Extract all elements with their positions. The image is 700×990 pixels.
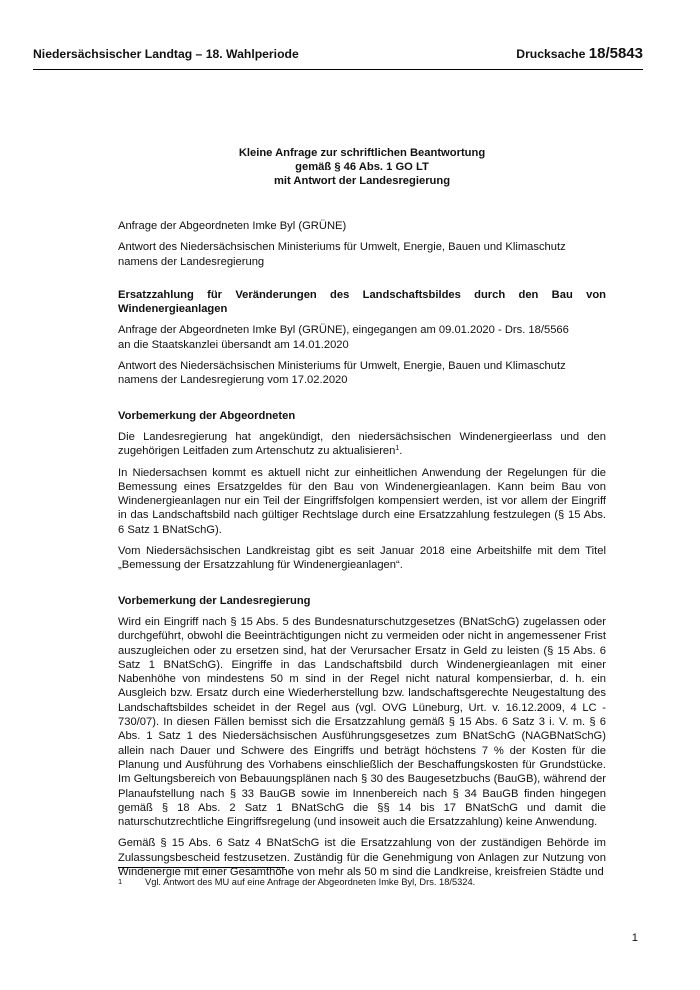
subject-meta (118, 323, 606, 352)
government-paragraph-1: Wird ein Eingriff nach § 15 Abs. 5 des Bundesnaturschutzgesetzes (BNatSchG) zugelassen oder durchgeführt, obwohl die Beeinträchtigungen nicht zu vermeiden oder nicht in angemessener Frist auszugleichen oder zu ersetzen sind, hat der Verursacher Ersatz in Geld zu leisten (§ 15 Abs. 6 Satz 1 BNatSchG). Eingriffe in das Landschaftsbild durch Windenergieanlagen mit einer Nabenhöhe von mindestens 50 m sind in der Regel nicht natural kompensierbar, d. h. ein Ausgleich bzw. Ersatz durch eine Wiederherstellung bzw. landschaftsgerechte Neugestaltung des Landschaftsbildes scheidet in der Regel aus (vgl. OVG Lüneburg, Urt. v. 16.12.2009, 4 LC - 730/07). In diesen Fällen bemisst sich die Ersatzzahlung gemäß § 15 Abs. 6 Satz 3 i. V. m. § 6 Abs. 1 Satz 1 des Niedersächsischen Ausführungsgesetzes zum BNatSchG (NAGBNatSchG) allein nach Dauer und Schwere des Eingriffs und beträgt höchstens 7 % der Kosten für die Planung und Ausführung des Vorhabens einschließlich der Beschaffungskosten für Grundstücke. Im Geltungsbereich von Bebauungsplänen nach § 30 des Baugesetzbuchs (BauGB), während der Planaufstellung nach § 33 BauGB sowie im Innenbereich nach § 34 BauGB finden hingegen gemäß § 18 Abs. 2 Satz 1 BNatSchG die §§ 14 bis 17 BNatSchG und damit die naturschutzrechtliche Eingriffsregelung (und insoweit auch die Ersatzzahlung) keine Anwendung. (118, 615, 606, 829)
inquiry-by: Anfrage der Abgeordneten Imke Byl (GRÜNE) (118, 220, 347, 232)
answered-info: Antwort des Niedersächsischen Ministeriums für Umwelt, Energie, Bauen und Klimaschutz namens der Landesregierung vom 17.02.2020 (118, 360, 566, 387)
member-paragraph-3: Vom Niedersächsischen Landkreistag gibt es seit Januar 2018 eine Arbeitshilfe mit dem Titel „Bemessung der Ersatzzahlung für Windenergieanlagen“. (118, 545, 606, 572)
drucksache-label: Drucksache (516, 47, 589, 61)
document-title (118, 146, 606, 188)
received-info: Anfrage der Abgeordneten Imke Byl (GRÜNE), eingegangen am 09.01.2020 - Drs. 18/5566 (118, 324, 569, 337)
title-line-2: gemäß § 46 Abs. 1 GO LT (295, 161, 429, 173)
member-paragraph-1 (118, 430, 606, 459)
drucksache-number: 18/5843 (588, 45, 643, 62)
document-header (33, 45, 643, 62)
forwarded-info: an die Staatskanzlei übersandt am 14.01.2020 (118, 338, 349, 351)
header-divider (33, 69, 643, 70)
parliament-name: Niedersächsischer Landtag – 18. Wahlperiode (33, 47, 299, 61)
government-paragraph-2: Gemäß § 15 Abs. 6 Satz 4 BNatSchG ist die Ersatzzahlung von der zuständigen Behörde im Zulassungsbescheid festzusetzen. Zuständig für die Genehmigung von Anlagen zur Nutzung von Windenergie mit einer Gesamthöhe von mehr als 50 m sind die Landkreise, kreisfreien Städte und (118, 837, 606, 878)
title-line-3: mit Antwort der Landesregierung (273, 175, 451, 187)
section-heading-member: Vorbemerkung der Abgeordneten (118, 409, 296, 422)
footnote (118, 876, 606, 888)
drucksache-reference (516, 45, 643, 62)
footnote-divider (118, 867, 285, 868)
member-paragraph-1-end: . (399, 445, 403, 458)
footnote-text: Vgl. Antwort des MU auf eine Anfrage der Abgeordneten Imke Byl, Drs. 18/5324. (145, 877, 476, 887)
title-line-1: Kleine Anfrage zur schriftlichen Beantwortung (238, 147, 486, 159)
answer-by: Antwort des Niedersächsischen Ministeriums für Umwelt, Energie, Bauen und Klimaschutz namens der Landesregierung (118, 241, 566, 268)
page-number: 1 (631, 932, 638, 944)
section-heading-government: Vorbemerkung der Landesregierung (118, 594, 311, 607)
member-paragraph-1-text: Die Landesregierung hat angekündigt, den niedersächsischen Windenergieerlass und den zugehörigen Leitfaden zum Artenschutz zu aktualisieren (118, 430, 606, 458)
footnote-ref-1[interactable]: 1 (395, 445, 400, 453)
subject-title: Ersatzzahlung für Veränderungen des Landschaftsbildes durch den Bau von Windenergieanlagen (118, 288, 606, 316)
document-body (118, 219, 606, 886)
footnote-mark: 1 (118, 877, 123, 886)
member-paragraph-2: In Niedersachsen kommt es aktuell nicht zur einheitlichen Anwendung der Regelungen für die Bemessung eines Ersatzgeldes für den Bau von Windenergieanlagen. Kann beim Bau von Windenergieanlagen nur ein Teil der Eingriffsfolgen kompensiert werden, ist vor allem der Eingriff in das Landschaftsbild nach gültiger Rechtslage durch eine Ersatzzahlung festzulegen (§ 15 Abs. 6 Satz 1 BNatSchG). (118, 466, 606, 536)
